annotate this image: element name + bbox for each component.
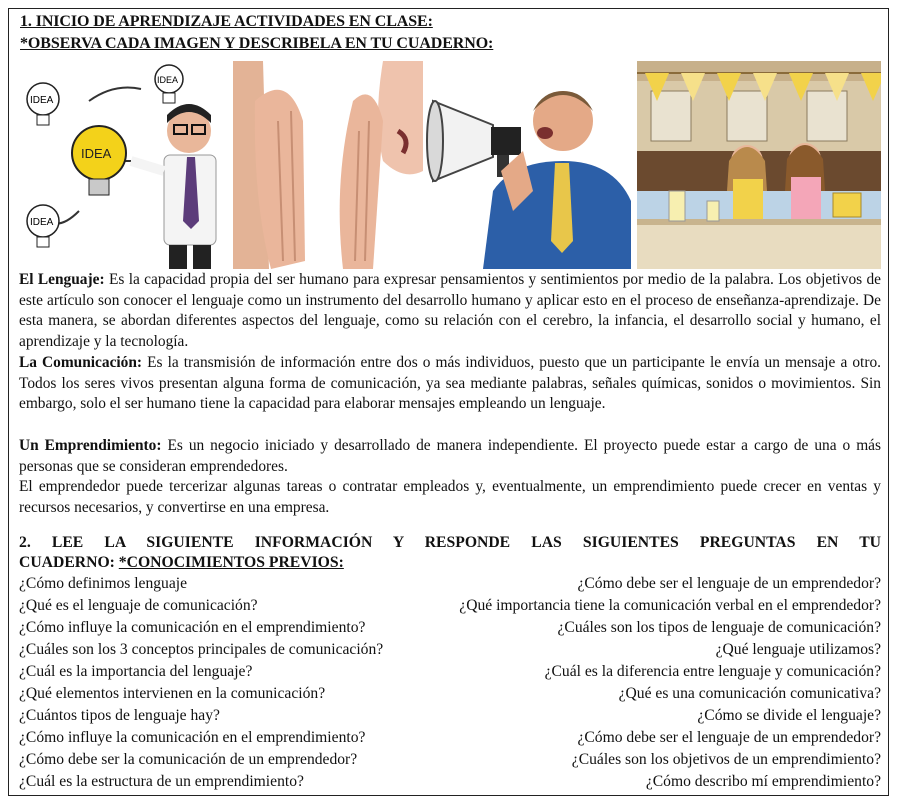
question-right: ¿Cómo describo mí emprendimiento? (645, 773, 881, 790)
image-lemonade-stand (637, 61, 881, 269)
question-left: ¿Qué es el lenguaje de comunicación? (19, 597, 258, 614)
image-idea-boy (19, 61, 233, 269)
term-lenguaje: El Lenguaje: (19, 271, 105, 288)
question-row (19, 751, 881, 771)
question-right: ¿Qué lenguaje utilizamos? (715, 641, 881, 658)
question-right: ¿Cuáles son los tipos de lenguaje de comunicación? (557, 619, 881, 636)
term-comunicacion: La Comunicación: (19, 354, 143, 371)
question-right: ¿Cómo debe ser el lenguaje de un emprendedor? (577, 729, 881, 746)
question-left: ¿Cómo influye la comunicación en el emprendimiento? (19, 729, 366, 746)
text-comunicacion: Es la transmisión de información entre dos o más individuos, puesto que un participante le envía un mensaje a otro. Todos los seres vivos presentan alguna forma de comunicación, ya sea mediante palabras, señales químicas, sonidos o movimientos. Sin embargo, solo el ser humano tiene la capacidad para elaborar mensajes empleando un lenguaje. (19, 354, 881, 413)
image-listening-hands (233, 61, 423, 269)
question-left: ¿Cuál es la estructura de un emprendimiento? (19, 773, 304, 790)
section2-subheading (19, 553, 881, 573)
question-row (19, 773, 881, 793)
question-left: ¿Qué elementos intervienen en la comunicación? (19, 685, 326, 702)
question-right: ¿Qué importancia tiene la comunicación verbal en el emprendedor? (459, 597, 881, 614)
svg-text:IDEA: IDEA (30, 95, 54, 106)
question-right: ¿Cómo se divide el lenguaje? (697, 707, 881, 724)
bulb-icon (27, 205, 59, 247)
text-lenguaje: Es la capacidad propia del ser humano para expresar pensamientos y sentimientos por medio de la palabra. Los objetivos de este artículo son conocer el lenguaje como un instrumento del desarrollo humano y aplicar esto en el proceso de enseñanza-aprendizaje. De esta manera, se abordan diferentes aspectos del lenguaje, como su relación con el cerebro, la infancia, el desarrollo social y humano, el aprendizaje y la tecnología. (19, 271, 882, 350)
question-right: ¿Qué es una comunicación comunicativa? (618, 685, 881, 702)
question-left: ¿Cómo debe ser la comunicación de un emprendedor? (19, 751, 358, 768)
question-left: ¿Cuál es la importancia del lenguaje? (19, 663, 253, 680)
question-row (19, 575, 881, 595)
question-left: ¿Cómo influye la comunicación en el emprendimiento? (19, 619, 366, 636)
question-row (19, 729, 881, 749)
question-left: ¿Cuáles son los 3 conceptos principales de comunicación? (19, 641, 384, 658)
definition-lenguaje (19, 270, 881, 352)
boy-figure (131, 104, 216, 269)
question-row (19, 707, 881, 727)
question-right: ¿Cómo debe ser el lenguaje de un emprendedor? (577, 575, 881, 592)
definition-emprendimiento (19, 436, 881, 477)
term-emprendimiento: Un Emprendimiento: (19, 437, 162, 454)
question-row (19, 685, 881, 705)
idea-bulb-icon (72, 126, 126, 195)
svg-text:IDEA: IDEA (157, 75, 179, 85)
text-emprendimiento: Es un negocio iniciado y desarrollado de manera independiente. El proyecto puede estar a cargo de una o más personas que se consideran emprendedores. (19, 437, 881, 475)
svg-text:IDEA: IDEA (81, 146, 112, 161)
svg-text:IDEA: IDEA (30, 217, 54, 228)
question-row (19, 663, 881, 683)
bulb-icon (27, 83, 59, 125)
question-right: ¿Cuál es la diferencia entre lenguaje y comunicación? (544, 663, 881, 680)
question-right: ¿Cuáles son los objetivos de un emprendimiento? (571, 751, 881, 768)
section1-instruction: *OBSERVA CADA IMAGEN Y DESCRIBELA EN TU CUADERNO: (20, 35, 494, 52)
section2-previous-knowledge: *CONOCIMIENTOS PREVIOS: (118, 554, 344, 571)
image-megaphone-man (423, 61, 631, 269)
question-row (19, 597, 881, 617)
question-left: ¿Cuántos tipos de lenguaje hay? (19, 707, 220, 724)
section2-heading: 2. LEE LA SIGUIENTE INFORMACIÓN Y RESPONDE LAS SIGUIENTES PREGUNTAS EN TU (19, 534, 881, 551)
section2-cuaderno: CUADERNO: (19, 554, 119, 571)
worksheet-frame (8, 8, 889, 796)
question-row (19, 619, 881, 639)
definition-comunicacion (19, 353, 881, 415)
bulb-icon (155, 65, 183, 103)
question-left: ¿Cómo definimos lenguaje (19, 575, 188, 592)
question-row (19, 641, 881, 661)
section1-title: 1. INICIO DE APRENDIZAJE ACTIVIDADES EN CLASE: (20, 13, 433, 30)
definition-emprendedor: El emprendedor puede tercerizar algunas tareas o contratar empleados y, eventualmente, un emprendimiento puede crecer en ventas y recursos necesarios, y convertirse en una empresa. (19, 478, 881, 516)
